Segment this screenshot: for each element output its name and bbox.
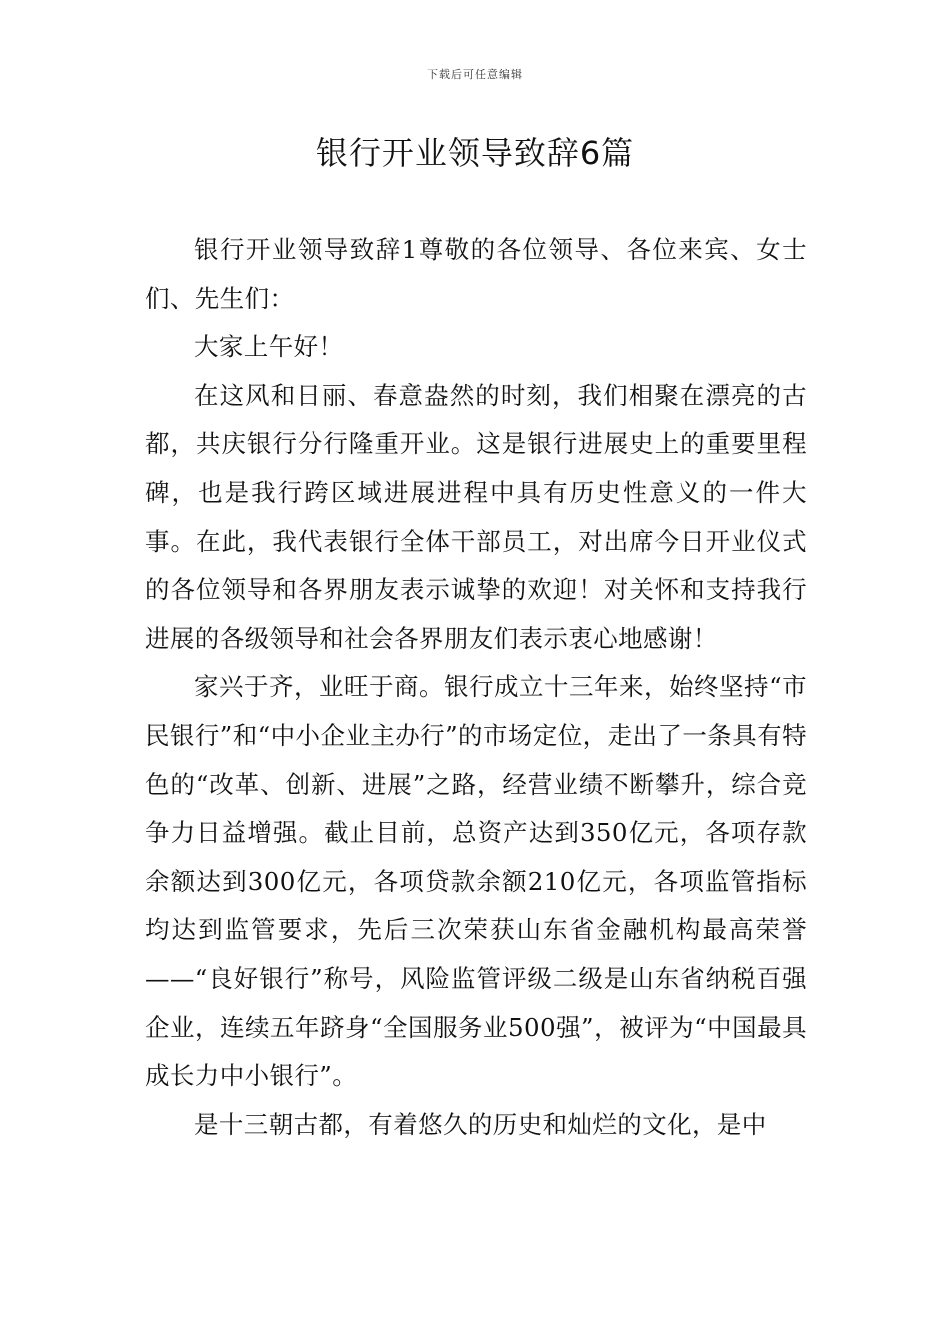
document-body (145, 226, 807, 1149)
header-note: 下载后可任意编辑 (427, 68, 523, 81)
paragraph-ancient-capital: 是十三朝古都，有着悠久的历史和灿烂的文化，是中 (194, 1109, 767, 1139)
document-title: 银行开业领导致辞6篇 (315, 134, 635, 172)
paragraph-bank-history: 家兴于齐，业旺于商。银行成立十三年来，始终坚持“市民银行”和“中小企业主办行”的市场定位，走出了一条具有特色的“改革、创新、进展”之路，经营业绩不断攀升，综合竞争力日益增强。截止目前，总资产达到350亿元，各项存款余额达到300亿元，各项贷款余额210亿元，各项监管指标均达到监管要求，先后三次荣获山东省金融机构最高荣誉——“良好银行”称号，风险监管评级二级是山东省纳税百强企业，连续五年跻身“全国服务业500强”，被评为“中国最具成长力中小银行”。 (145, 672, 807, 1091)
paragraph-opening: 在这风和日丽、春意盎然的时刻，我们相聚在漂亮的古都，共庆银行分行隆重开业。这是银行进展史上的重要里程碑，也是我行跨区域进展进程中具有历史性意义的一件大事。在此，我代表银行全体干部员工，对出席今日开业仪式的各位领导和各界朋友表示诚挚的欢迎！对关怀和支持我行进展的各级领导和社会各界朋友们表示衷心地感谢！ (145, 380, 807, 653)
paragraph-morning: 大家上午好！ (194, 332, 344, 362)
paragraph-greeting: 银行开业领导致辞1尊敬的各位领导、各位来宾、女士们、先生们： (145, 235, 807, 313)
